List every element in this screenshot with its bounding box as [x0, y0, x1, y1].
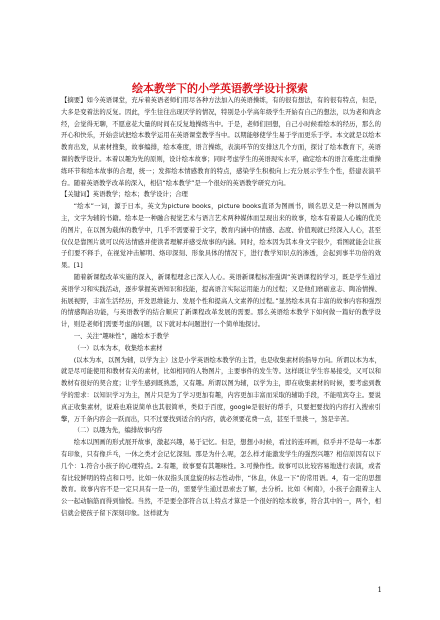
watermark: ​ — [31, 122, 49, 148]
document-body — [61, 95, 381, 520]
document-title: 绘本教学下的小学英语教学设计探索 — [132, 82, 308, 95]
body-paragraph: 绘本以图画的形式展开故事，激起兴趣，易于记忆。但是，想想小时候，看过的连环画，似乎并不是每一本都有印象，只有像乒乓，一休之类才会记忆深刻。那是为什么呢，怎么样才能激发学生的强烈兴趣？相信原因有以下几个：1.符合小孩子的心理特点。2.有趣，故事要有其趣味性。3.可操作性。故事可以比较容易地进行表演，或者有比较鲜明的特点和口号。比如一休双指头顶盘旋的标志性动作，“休息，休息一下”的常用语。4，有一定的思想教育。故事内容不是一定只具有一是一的，需要学生通过思索去了解，去分析。比如《柯南》，小孩子会跟着主人公一起动脑筋而得到愉悦。当然，不是要全部符合以上特点才算是一个很好的绘本故事，符合其中的一，两个，相信就会使孩子留下深刻印象。这样就为 — [61, 439, 381, 517]
abstract-paragraph: 【摘要】如今英语课堂，充斥着英语老师们用尽各种方法加入的英语操练，有的很有想法，有的很有特点，但是，大多是变着法的反复。因此，学生往往出现厌学的情况，特别是小学高年级学生开始有自己的想法，以为老和尚念经，会觉得无聊，不愿意花大量的时间在反复地操练当中。于是，老师们回想，自己小时候看绘本的经历，那么的开心和快乐，开始尝试把绘本教学运用在英语课堂教学当中。以期能够使学生易于学而更乐于学。本文就是以绘本教育出发，从素材搜集，故事编排，绘本难度，语言操练，表演环节的安排这几个方面，探讨了绘本教育下，英语课的教学设计。本着以趣为先的原则，设计绘本故事；同时考虑学生的英语现实水平，确定绘本的语言难度;注重操练环节和绘本故事的合理，统一；发挥绘本情感教育的特点，感染学生积极向上;充分展示学生个性，搭建表演平台。随着英语教学改革的深入，相信“绘本教学”是一个很好的英语教学研究方向。 — [61, 97, 381, 187]
body-paragraph: (以本为本，以图为辅，以学为主）这是小学英语绘本教学的主旨，也是收集素材的指导方向。所谓以本为本，就是尽可能使用和教材有关的素材，比如相同的人物图片，主要事件的发生等。这样既让学生容易接受，又可以和教材有很好的契合度；让学生感到既熟悉，又有趣。所谓以图为辅，以学为主，即在收集素材的时候，要考虑到教学的需求：以知识学习为主，图片只是为了学习更加有趣，内容更加丰富而采取的辅助手段，不能喧宾夺主。要说真正收集素材，说难也难说简单也其很简单，类似于百度，google是很好的帮手，只要把要找的内容打入搜索引擎，万千条内容会一跃而出，只不过要找到适合的内容，就必须要花费一点，甚至千里挑一，煞是辛苦。 — [61, 356, 381, 423]
body-paragraph: “绘本”一词，源于日本，英文为picture books，picture books直译为图画书，顾名思义是一种以图画为主，文字为辅的书籍。绘本是一种融合视觉艺术与语言艺术两种媒体而呈现出来的故事，绘本有着最人心魄的优美的图片，在以图为载体的教学中，几乎不需要着于文字，教育内涵中的情感、态度、价值观就已经深入人心，甚至仅仅是靠图片就可以传达情感并使读者理解并感受故事的内涵。同时，绘本因为其本身文字很少，看图就能会让孩子们要不释手，在视觉冲击解明、烙印深刻、形象具体的情况下，进行教学知识点的渗透，会起到事半功倍的效果。[1] — [61, 203, 381, 270]
body-paragraph: 随着新课程改革实施的深入，新课程理念已深入人心。英语新课程标准强调“英语课程的学习，既是学生通过英语学习和实践活动，逐步掌握英语知识和技能，提高语言实际运用能力的过程；又是他们磨砺意志、陶冶情操、拓展视野，丰富生活经历，开发思维能力、发展个性和提高人文素养的过程。”显然绘本具有丰富的故事内容和强烈的情感陶冶功能，与英语教学的结合顺应了新课程改革发展的需要。那么英语绘本教学下如何做一篇好的教学设计，则是老师们需要考虑的问题，以下就对本问题进行一个简单地探讨。 — [61, 273, 381, 329]
subsection-heading: （二）以趣为先，编排故事内容 — [73, 427, 163, 435]
page-number: 1 — [377, 586, 382, 594]
section-heading: 一、关注“趣味性”，融绘本于教学 — [73, 332, 170, 340]
subsection-heading: （一）以本为本，收集绘本素材 — [73, 344, 163, 352]
keywords-paragraph: 【关键词】英语教学；绘本；教学设计；合理 — [61, 191, 188, 199]
